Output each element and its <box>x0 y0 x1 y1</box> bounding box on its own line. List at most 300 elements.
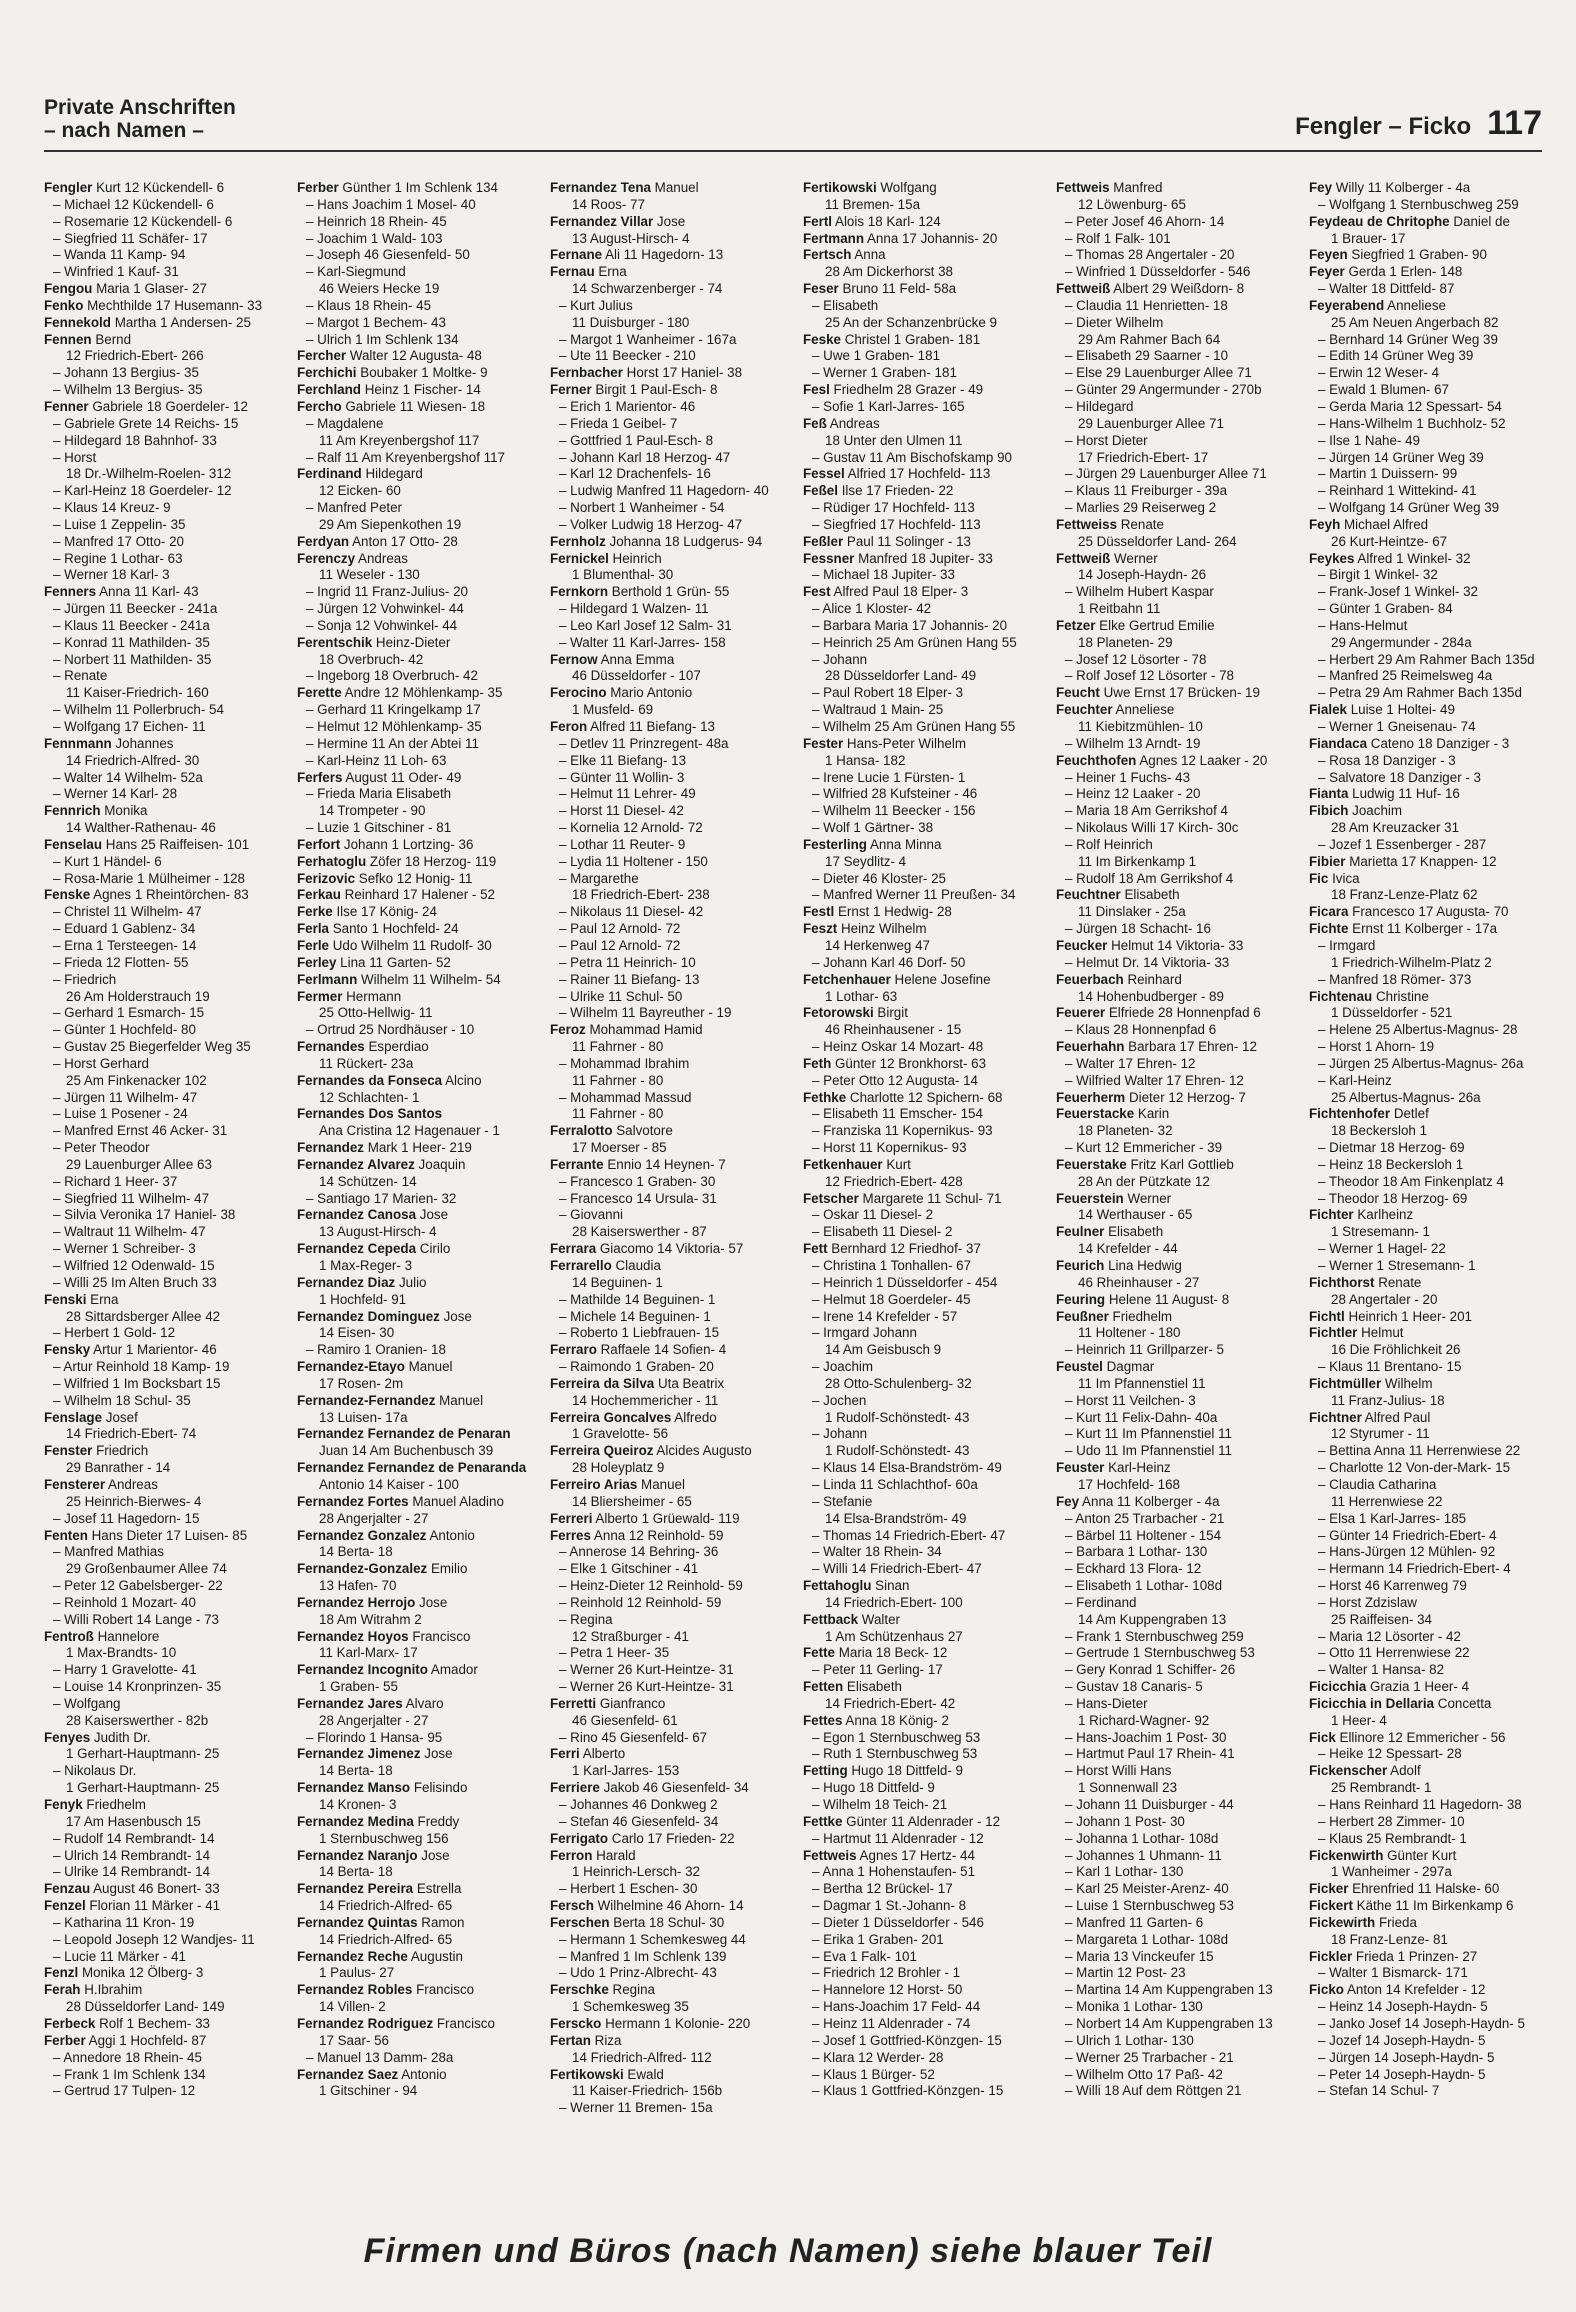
entry-surname: Ferrigato <box>550 1830 609 1846</box>
directory-subentry: – Peter Josef 46 Ahorn- 14 <box>1065 213 1225 229</box>
directory-entry: Feske Christel 1 Graben- 181 <box>803 331 981 347</box>
directory-address-line: 1 Reitbahn 11 <box>1078 601 1161 617</box>
directory-entry: Fennen Bernd <box>44 331 132 347</box>
entry-surname: Fensky <box>44 1342 91 1358</box>
directory-subentry: – Walter 18 Dittfeld- 87 <box>1318 281 1455 297</box>
directory-subentry: – Florindo 1 Hansa- 95 <box>306 1729 443 1745</box>
directory-subentry: – Helmut 12 Möhlenkamp- 35 <box>306 719 482 734</box>
directory-subentry: – Werner 26 Kurt-Heintze- 31 <box>559 1679 734 1695</box>
directory-entry: Feroz Mohammad Hamid <box>550 1022 703 1038</box>
entry-surname: Fesl <box>803 382 830 398</box>
footer-note: Firmen und Büros (nach Namen) siehe blauer Teil <box>363 2232 1213 2270</box>
directory-subentry: – Mohammad Ibrahim <box>559 1055 690 1071</box>
directory-entry: Fibich Joachim <box>1309 803 1403 819</box>
directory-entry: Fertan Riza <box>550 2032 622 2048</box>
directory-subentry: – Magdalene <box>306 415 384 431</box>
directory-address-line: 14 Hochemmericher - 11 <box>572 1392 719 1408</box>
entry-surname: Fester <box>803 735 844 751</box>
directory-entry: Fennmann Johannes <box>44 735 174 751</box>
entry-surname: Feuerhahn <box>1056 1039 1125 1055</box>
directory-entry: Fernandez Alvarez Joaquin <box>297 1156 466 1172</box>
directory-subentry: – Bettina Anna 11 Herrenwiese 22 <box>1318 1443 1521 1459</box>
directory-subentry: – Ludwig Manfred 11 Hagedorn- 40 <box>559 483 769 499</box>
entry-surname: Fichter <box>1309 1207 1354 1223</box>
directory-subentry: – Hans-Dieter <box>1065 1695 1148 1711</box>
directory-address-line: 28 Angerjalter - 27 <box>319 1712 429 1728</box>
directory-subentry: – Johann 11 Duisburger - 44 <box>1065 1797 1234 1812</box>
directory-subentry: – Wolf 1 Gärtner- 38 <box>812 820 934 836</box>
entry-surname: Fernow <box>550 651 598 667</box>
directory-address-line: 1 Sonnenwall 23 <box>1078 1780 1178 1796</box>
directory-entry: Fernandez Quintas Ramon <box>297 1914 465 1930</box>
directory-subentry: – Luise 1 Zeppelin- 35 <box>53 516 186 532</box>
directory-address-line: 12 Straßburger - 41 <box>572 1628 689 1644</box>
directory-address-line: 14 Friedrich-Alfred- 30 <box>66 752 200 768</box>
directory-entry: Ferocino Mario Antonio <box>550 685 693 701</box>
directory-subentry: – Joachim 1 Wald- 103 <box>306 230 443 246</box>
directory-subentry: – Herbert 28 Zimmer- 10 <box>1318 1813 1465 1829</box>
directory-subentry: – Werner 1 Hagel- 22 <box>1318 1241 1446 1257</box>
directory-entry: Fenselau Hans 25 Raiffeisen- 101 <box>44 836 250 852</box>
directory-address-line: 29 Am Siepenkothen 19 <box>319 516 462 532</box>
entry-surname: Fenzel <box>44 1898 86 1914</box>
directory-subentry: – Horst 11 Kopernikus- 93 <box>812 1140 967 1156</box>
entry-surname: Fichtenhofer <box>1309 1106 1391 1122</box>
entry-surname: Fertikowski <box>550 2066 624 2082</box>
directory-subentry: – Ruth 1 Sternbuschweg 53 <box>812 1746 978 1762</box>
directory-subentry: – Heinrich 11 Grillparzer- 5 <box>1065 1342 1225 1358</box>
directory-subentry: – Karl-Heinz 18 Goerdeler- 12 <box>53 483 232 499</box>
directory-entry: Ferbeck Rolf 1 Bechem- 33 <box>44 2015 210 2031</box>
directory-subentry: – Sofie 1 Karl-Jarres- 165 <box>812 398 965 414</box>
directory-entry: Feuerstein Werner <box>1056 1190 1172 1206</box>
directory-address-line: 11 Holtener - 180 <box>1078 1325 1181 1341</box>
entry-surname: Ferhatoglu <box>297 853 367 869</box>
directory-subentry: – Lucie 11 Märker - 41 <box>53 1948 186 1964</box>
directory-address-line: 28 Angertaler - 20 <box>1331 1291 1438 1307</box>
directory-address-line: 25 Am Neuen Angerbach 82 <box>1331 314 1499 330</box>
entry-surname: Feser <box>803 281 839 297</box>
directory-entry: Ficicchia Grazia 1 Heer- 4 <box>1309 1679 1470 1695</box>
entry-surname: Festl <box>803 904 835 920</box>
directory-subentry: – Irene 14 Krefelder - 57 <box>812 1308 958 1324</box>
directory-subentry: – Elisabeth 11 Diesel- 2 <box>812 1224 953 1240</box>
directory-subentry: – Hartmut 11 Aldenrader - 12 <box>812 1830 984 1846</box>
directory-entry: Ferkau Reinhard 17 Halener - 52 <box>297 887 496 903</box>
directory-address-line: 25 Albertus-Magnus- 26a <box>1331 1089 1481 1105</box>
directory-subentry: – Horst 46 Karrenweg 79 <box>1318 1578 1467 1594</box>
directory-entry: Fichtenau Christine <box>1309 988 1429 1004</box>
directory-address-line: 1 Sternbuschweg 156 <box>319 1830 449 1846</box>
directory-address-line: 29 Banrather - 14 <box>66 1460 171 1476</box>
entry-surname: Ferbeck <box>44 2015 96 2031</box>
directory-address-line: 14 Friedrich-Ebert- 74 <box>66 1426 197 1442</box>
directory-subentry: – Margareta 1 Lothar- 108d <box>1065 1931 1229 1947</box>
entry-surname: Fibich <box>1309 803 1349 819</box>
directory-subentry: – Udo 11 Im Pfannenstiel 11 <box>1065 1443 1232 1459</box>
directory-subentry: – Klaus 25 Rembrandt- 1 <box>1318 1830 1467 1846</box>
directory-address-line: 12 Styrumer - 11 <box>1331 1426 1430 1442</box>
directory-subentry: – Gerhard 1 Esmarch- 15 <box>53 1005 205 1021</box>
page-header-right <box>1295 104 1542 143</box>
entry-surname: Fialek <box>1309 702 1347 718</box>
directory-subentry: – Hans Joachim 1 Mosel- 40 <box>306 196 476 212</box>
directory-entry: Ferdyan Anton 17 Otto- 28 <box>297 533 458 549</box>
directory-columns <box>44 180 1542 2215</box>
directory-subentry: – Wilfried Walter 17 Ehren- 12 <box>1065 1072 1244 1088</box>
entry-surname: Ferdyan <box>297 533 350 549</box>
directory-subentry: – Wolfgang <box>53 1695 121 1711</box>
directory-entry: Feuchtner Elisabeth <box>1056 887 1180 903</box>
entry-surname: Fettweis <box>1056 180 1110 195</box>
directory-subentry: – Richard 1 Heer- 37 <box>53 1173 178 1189</box>
directory-entry: Fensky Artur 1 Marientor- 46 <box>44 1342 217 1358</box>
entry-surname: Fernandez-Etayo <box>297 1359 405 1375</box>
directory-subentry: – Irene Lucie 1 Fürsten- 1 <box>812 769 966 785</box>
directory-subentry: – Detlev 11 Prinzregent- 48a <box>559 735 729 751</box>
directory-subentry: – Hannelore 12 Horst- 50 <box>812 1982 963 1998</box>
entry-surname: Feyerabend <box>1309 297 1385 313</box>
directory-subentry: – Helmut 18 Goerdeler- 45 <box>812 1291 971 1307</box>
directory-subentry: – Hans Reinhard 11 Hagedorn- 38 <box>1318 1797 1522 1812</box>
directory-subentry: – Charlotte 12 Von-der-Mark- 15 <box>1318 1460 1511 1476</box>
directory-entry: Fesl Friedhelm 28 Grazer - 49 <box>803 382 984 398</box>
entry-surname: Fenzau <box>44 1881 91 1897</box>
entry-surname: Fertsch <box>803 247 852 263</box>
directory-subentry: – Louise 14 Kronprinzen- 35 <box>53 1679 222 1695</box>
directory-address-line: 11 Fahrner - 80 <box>572 1072 664 1088</box>
entry-surname: Fickler <box>1309 1948 1353 1964</box>
directory-entry: Ferfers August 11 Oder- 49 <box>297 769 462 785</box>
directory-subentry: – Barbara 1 Lothar- 130 <box>1065 1544 1208 1560</box>
directory-subentry: – Josef 11 Hagedorn- 15 <box>53 1510 200 1526</box>
directory-subentry: – Heiner 1 Fuchs- 43 <box>1065 769 1191 785</box>
directory-subentry: – Walter 17 Ehren- 12 <box>1065 1055 1196 1071</box>
directory-address-line: 11 Karl-Marx- 17 <box>319 1645 418 1661</box>
directory-subentry: – Eckhard 13 Flora- 12 <box>1065 1561 1202 1577</box>
entry-surname: Fernandez Cepeda <box>297 1241 417 1257</box>
entry-surname: Feucht <box>1056 685 1100 701</box>
entry-surname: Fetten <box>803 1679 844 1695</box>
directory-subentry: – Elke 11 Biefang- 13 <box>559 752 687 768</box>
entry-surname: Feykes <box>1309 550 1355 566</box>
directory-subentry: – Manfred 25 Reimelsweg 4a <box>1318 668 1493 684</box>
directory-entry: Ferretti Gianfranco <box>550 1695 666 1711</box>
entry-surname: Ficara <box>1309 904 1349 920</box>
directory-subentry: – Joseph 46 Giesenfeld- 50 <box>306 247 470 263</box>
entry-surname: Feron <box>550 719 588 734</box>
directory-entry: Fernandez Pereira Estrella <box>297 1881 462 1897</box>
directory-address-line: 28 Holeyplatz 9 <box>572 1460 665 1476</box>
directory-subentry: – Horst Zdzislaw <box>1318 1594 1417 1610</box>
entry-surname: Ferrarello <box>550 1258 612 1273</box>
entry-surname: Ficko <box>1309 1982 1344 1998</box>
page-number: 117 <box>1487 104 1542 142</box>
entry-surname: Fettweiß <box>1056 550 1111 566</box>
directory-entry: Fichtenhofer Detlef <box>1309 1106 1429 1122</box>
directory-subentry: – Gery Konrad 1 Schiffer- 26 <box>1065 1662 1236 1678</box>
directory-subentry: – Horst 11 Diesel- 42 <box>559 803 684 819</box>
directory-entry: Ferres Anna 12 Reinhold- 59 <box>550 1527 724 1543</box>
entry-surname: Feyen <box>1309 247 1348 263</box>
directory-address-line: 1 Graben- 55 <box>319 1679 398 1695</box>
directory-address-line: 1 Gitschiner - 94 <box>319 2083 418 2099</box>
entry-surname: Ferber <box>44 2032 86 2048</box>
directory-entry: Fenzl Monika 12 Ölberg- 3 <box>44 1965 204 1981</box>
directory-subentry: – Günter 1 Graben- 84 <box>1318 601 1453 617</box>
directory-entry: Fic Ivica <box>1309 870 1360 886</box>
directory-entry: Fenslage Josef <box>44 1409 138 1425</box>
directory-subentry: – Werner 1 Schreiber- 3 <box>53 1241 196 1257</box>
directory-address-line: Ana Cristina 12 Hagenauer - 1 <box>319 1123 500 1139</box>
directory-subentry: – Lydia 11 Holtener - 150 <box>559 853 708 869</box>
directory-address-line: 14 Hohenbudberger - 89 <box>1078 988 1224 1004</box>
directory-subentry: – Salvatore 18 Danziger - 3 <box>1318 769 1482 785</box>
directory-entry: Fettes Anna 18 König- 2 <box>803 1712 949 1728</box>
entry-surname: Ferreira da Silva <box>550 1375 655 1391</box>
entry-surname: Ferralotto <box>550 1123 613 1139</box>
directory-subentry: – Werner 11 Bremen- 15a <box>559 2100 713 2116</box>
entry-surname: Fernandez Saez <box>297 2066 399 2082</box>
entry-surname: Ferri <box>550 1746 580 1762</box>
directory-entry: Feyh Michael Alfred <box>1309 516 1429 532</box>
directory-subentry: – Paul 12 Arnold- 72 <box>559 937 681 953</box>
directory-entry: Ferley Lina 11 Garten- 52 <box>297 954 451 970</box>
directory-address-line: 13 Luisen- 17a <box>319 1409 408 1425</box>
entry-surname: Feuerstein <box>1056 1190 1124 1206</box>
directory-entry: Ferri Alberto <box>550 1746 626 1762</box>
directory-address-line: 29 Angermunder - 284a <box>1331 634 1472 650</box>
directory-subentry: – Gustav 11 Am Bischofskamp 90 <box>812 449 1012 465</box>
directory-subentry: – Manfred 11 Garten- 6 <box>1065 1914 1204 1930</box>
directory-entry: Fennrich Monika <box>44 803 148 819</box>
entry-surname: Fernandez Pereira <box>297 1881 414 1897</box>
directory-subentry: – Santiago 17 Marien- 32 <box>306 1190 457 1206</box>
directory-subentry: – Kurt 11 Felix-Dahn- 40a <box>1065 1409 1218 1425</box>
directory-entry: Fettback Walter <box>803 1611 900 1627</box>
directory-entry: Fickler Frieda 1 Prinzen- 27 <box>1309 1948 1478 1964</box>
directory-address-line: 17 Saar- 56 <box>319 2032 389 2048</box>
entry-surname: Fetorowski <box>803 1005 874 1021</box>
directory-entry: Feyen Siegfried 1 Graben- 90 <box>1309 247 1487 263</box>
directory-address-line: 11 Duisburger - 180 <box>572 314 690 330</box>
entry-surname: Ferette <box>297 685 342 701</box>
directory-subentry: – Dieter 1 Düsseldorfer - 546 <box>812 1914 984 1930</box>
entry-surname: Ferocino <box>550 685 607 701</box>
entry-surname: Ferfort <box>297 836 341 852</box>
directory-address-line: 28 An der Pützkate 12 <box>1078 1173 1210 1189</box>
directory-subentry: – Frieda 12 Flotten- 55 <box>53 954 189 970</box>
directory-entry: Fernandez Dominguez Jose <box>297 1308 472 1324</box>
directory-subentry: – Winfried 1 Düsseldorfer - 546 <box>1065 264 1251 280</box>
directory-subentry: – Monika 1 Lothar- 130 <box>1065 1999 1203 2015</box>
directory-subentry: – Ulrich 1 Im Schlenk 134 <box>306 331 459 347</box>
directory-subentry: – Johann <box>812 651 868 667</box>
directory-entry: Feuerer Elfriede 28 Honnenpfad 6 <box>1056 1005 1261 1021</box>
entry-surname: Fernandez-Gonzalez <box>297 1561 428 1577</box>
directory-subentry: – Hermine 11 An der Abtei 11 <box>306 735 479 751</box>
directory-entry: Ferle Udo Wilhelm 11 Rudolf- 30 <box>297 937 492 953</box>
directory-subentry: – Werner 1 Stresemann- 1 <box>1318 1258 1476 1273</box>
directory-subentry: – Manfred Werner 11 Preußen- 34 <box>812 887 1016 903</box>
directory-subentry: – Alice 1 Kloster- 42 <box>812 601 932 617</box>
directory-entry: Fernandez Reche Augustin <box>297 1948 463 1964</box>
entry-surname: Fentroß <box>44 1628 94 1644</box>
entry-surname: Ferscko <box>550 2015 602 2031</box>
directory-subentry: – Frank 1 Sternbuschweg 259 <box>1065 1628 1244 1644</box>
directory-address-line: 17 Friedrich-Ebert- 17 <box>1078 449 1209 465</box>
directory-subentry: – Volker Ludwig 18 Herzog- 47 <box>559 516 743 532</box>
directory-address-line: 17 Seydlitz- 4 <box>825 853 907 869</box>
directory-subentry: – Ute 11 Beecker - 210 <box>559 348 696 364</box>
directory-address-line: 1 Hansa- 182 <box>825 752 906 768</box>
directory-entry: Ferah H.Ibrahim <box>44 1982 143 1998</box>
directory-entry: Fettweiß Werner <box>1056 550 1158 566</box>
directory-subentry: – Anton 25 Trarbacher - 21 <box>1065 1510 1225 1526</box>
directory-entry: Fercher Walter 12 Augusta- 48 <box>297 348 482 364</box>
directory-address-line: 14 Berta- 18 <box>319 1864 393 1880</box>
directory-entry: Fenske Agnes 1 Rheintörchen- 83 <box>44 887 249 903</box>
directory-entry: Ficara Francesco 17 Augusta- 70 <box>1309 904 1509 920</box>
entry-surname: Ficker <box>1309 1881 1349 1897</box>
directory-entry: Ferdinand Hildegard <box>297 466 423 482</box>
directory-address-line: 1 Gerhart-Hauptmann- 25 <box>66 1780 220 1796</box>
directory-address-line: 13 August-Hirsch- 4 <box>572 230 690 246</box>
directory-entry: Fentroß Hannelore <box>44 1628 160 1644</box>
directory-subentry: – Horst 11 Veilchen- 3 <box>1065 1392 1196 1408</box>
directory-entry: Ferrarello Claudia <box>550 1258 661 1273</box>
directory-subentry: – Wanda 11 Kamp- 94 <box>53 247 186 263</box>
directory-entry: Ficker Ehrenfried 11 Halske- 60 <box>1309 1881 1500 1897</box>
directory-subentry: – Horst Gerhard <box>53 1055 150 1071</box>
directory-subentry: – Manfred 1 Im Schlenk 139 <box>559 1948 727 1964</box>
directory-subentry: – Heike 12 Spessart- 28 <box>1318 1746 1462 1762</box>
entry-surname: Ferraro <box>550 1342 597 1358</box>
entry-surname: Fettweiß <box>1056 281 1111 297</box>
entry-surname: Fengler <box>44 180 93 195</box>
directory-subentry: – Irmgard Johann <box>812 1325 917 1341</box>
directory-entry: Fenzel Florian 11 Märker - 41 <box>44 1898 221 1914</box>
directory-entry: Fettweiss Renate <box>1056 516 1164 532</box>
directory-subentry: – Bertha 12 Brückel- 17 <box>812 1881 953 1897</box>
entry-surname: Ferschen <box>550 1914 610 1930</box>
entry-surname: Fernandez Jimenez <box>297 1746 421 1762</box>
directory-entry: Fernandez Tena Manuel <box>550 180 699 195</box>
directory-entry: Fernbacher Horst 17 Haniel- 38 <box>550 365 743 381</box>
directory-address-line: 14 Friedrich-Alfred- 65 <box>319 1931 453 1947</box>
directory-subentry: – Ulrich 14 Rembrandt- 14 <box>53 1847 211 1863</box>
directory-subentry: – Klaus 18 Rhein- 45 <box>306 297 432 313</box>
directory-subentry: – Thomas 28 Angertaler - 20 <box>1065 247 1235 263</box>
directory-subentry: – Harry 1 Gravelotte- 41 <box>53 1662 197 1678</box>
entry-surname: Fermer <box>297 988 343 1004</box>
directory-subentry: – Uwe 1 Graben- 181 <box>812 348 941 364</box>
directory-address-line: 1 Max-Brandts- 10 <box>66 1645 177 1661</box>
directory-address-line: 14 Am Geisbusch 9 <box>825 1342 942 1358</box>
directory-address-line: 17 Rosen- 2m <box>319 1375 404 1391</box>
directory-subentry: – Reinhold 1 Mozart- 40 <box>53 1594 196 1610</box>
directory-entry: Feuchter Anneliese <box>1056 702 1175 718</box>
directory-subentry: – Margot 1 Bechem- 43 <box>306 314 446 330</box>
directory-address-line: 11 Im Birkenkamp 1 <box>1078 853 1197 869</box>
directory-address-line: 14 Joseph-Haydn- 26 <box>1078 567 1207 583</box>
directory-subentry: – Petra 29 Am Rahmer Bach 135d <box>1318 685 1522 701</box>
directory-address-line: 14 Roos- 77 <box>572 196 645 212</box>
directory-column-1 <box>44 180 277 2215</box>
directory-entry: Fenski Erna <box>44 1291 119 1307</box>
entry-surname: Fernandez Tena <box>550 180 651 195</box>
directory-subentry: – Theodor 18 Am Finkenplatz 4 <box>1318 1173 1504 1189</box>
directory-subentry: – Werner 1 Graben- 181 <box>812 365 957 381</box>
directory-subentry: – Willi 14 Friedrich-Ebert- 47 <box>812 1561 982 1577</box>
directory-subentry: – Klaus 14 Kreuz- 9 <box>53 500 171 516</box>
directory-subentry: – Katharina 11 Kron- 19 <box>53 1914 195 1930</box>
directory-address-line: 11 Kaiser-Friedrich- 160 <box>66 685 209 701</box>
directory-subentry: – Elke 1 Gitschiner - 41 <box>559 1561 699 1577</box>
directory-subentry: – Udo 1 Prinz-Albrecht- 43 <box>559 1965 717 1981</box>
directory-subentry: – Ralf 11 Am Kreyenbergshof 117 <box>306 449 505 465</box>
entry-surname: Fettke <box>803 1813 843 1829</box>
directory-address-line: 1 Lothar- 63 <box>825 988 898 1004</box>
directory-entry: Ferber Aggi 1 Hochfeld- 87 <box>44 2032 207 2048</box>
directory-address-line: 1 Heer- 4 <box>1331 1712 1387 1728</box>
directory-entry: Ferreiro Arias Manuel <box>550 1476 685 1492</box>
directory-subentry: – Karl-Heinz <box>1318 1072 1392 1088</box>
directory-subentry: – Wilhelm 11 Pollerbruch- 54 <box>53 702 224 718</box>
entry-surname: Fettweis <box>803 1847 857 1863</box>
entry-surname: Feuerstake <box>1056 1156 1127 1172</box>
directory-address-line: 1 Friedrich-Wilhelm-Platz 2 <box>1331 954 1492 970</box>
entry-surname: Fertl <box>803 213 833 229</box>
entry-surname: Ferriere <box>550 1780 600 1796</box>
entry-surname: Fickenwirth <box>1309 1847 1384 1863</box>
entry-surname: Fernandez Medina <box>297 1813 414 1829</box>
directory-address-line: 18 Planeten- 32 <box>1078 1123 1173 1139</box>
directory-entry: Fenster Friedrich <box>44 1443 149 1459</box>
directory-entry: Fernandez-Etayo Manuel <box>297 1359 453 1375</box>
entry-surname: Fennen <box>44 331 92 347</box>
directory-subentry: – Günter 14 Friedrich-Ebert- 4 <box>1318 1527 1497 1543</box>
directory-address-line: 28 Kaiserswerther - 82b <box>66 1712 209 1728</box>
directory-entry: Ferschen Berta 18 Schul- 30 <box>550 1914 725 1930</box>
directory-subentry: – Paul Robert 18 Elper- 3 <box>812 685 964 701</box>
directory-subentry: – Gerhard 11 Kringelkamp 17 <box>306 702 481 718</box>
directory-address-line: 28 Düsseldorfer Land- 49 <box>825 668 977 684</box>
directory-subentry: – Maria 18 Am Gerrikshof 4 <box>1065 803 1228 819</box>
entry-surname: Fennrich <box>44 803 101 819</box>
directory-entry: Fichthorst Renate <box>1309 1274 1422 1290</box>
directory-subentry: – Frieda Maria Elisabeth <box>306 786 452 802</box>
directory-address-line: 14 Berta- 18 <box>319 1763 393 1779</box>
directory-address-line: 11 Fahrner - 80 <box>572 1039 664 1055</box>
directory-entry: Ferrigato Carlo 17 Frieden- 22 <box>550 1830 735 1846</box>
entry-surname: Ferentschik <box>297 634 373 650</box>
directory-subentry: – Jozef 14 Joseph-Haydn- 5 <box>1318 2032 1486 2048</box>
directory-subentry: – Herbert 1 Eschen- 30 <box>559 1881 698 1897</box>
directory-subentry: – Nikolaus 11 Diesel- 42 <box>559 904 704 920</box>
directory-entry: Fenyk Friedhelm <box>44 1797 146 1812</box>
entry-surname: Feßler <box>803 533 844 549</box>
directory-entry: Fetten Elisabeth <box>803 1679 902 1695</box>
entry-surname: Feuster <box>1056 1460 1105 1476</box>
directory-subentry: – Klaus 11 Freiburger - 39a <box>1065 483 1228 499</box>
directory-entry: Fialek Luise 1 Holtei- 49 <box>1309 702 1455 718</box>
directory-entry: Fett Bernhard 12 Friedhof- 37 <box>803 1241 981 1257</box>
entry-surname: Fernandez Fortes <box>297 1493 409 1509</box>
directory-address-line: 13 August-Hirsch- 4 <box>319 1224 437 1240</box>
directory-subentry: – Karl 1 Lothar- 130 <box>1065 1864 1184 1880</box>
directory-entry: Fernow Anna Emma <box>550 651 675 667</box>
